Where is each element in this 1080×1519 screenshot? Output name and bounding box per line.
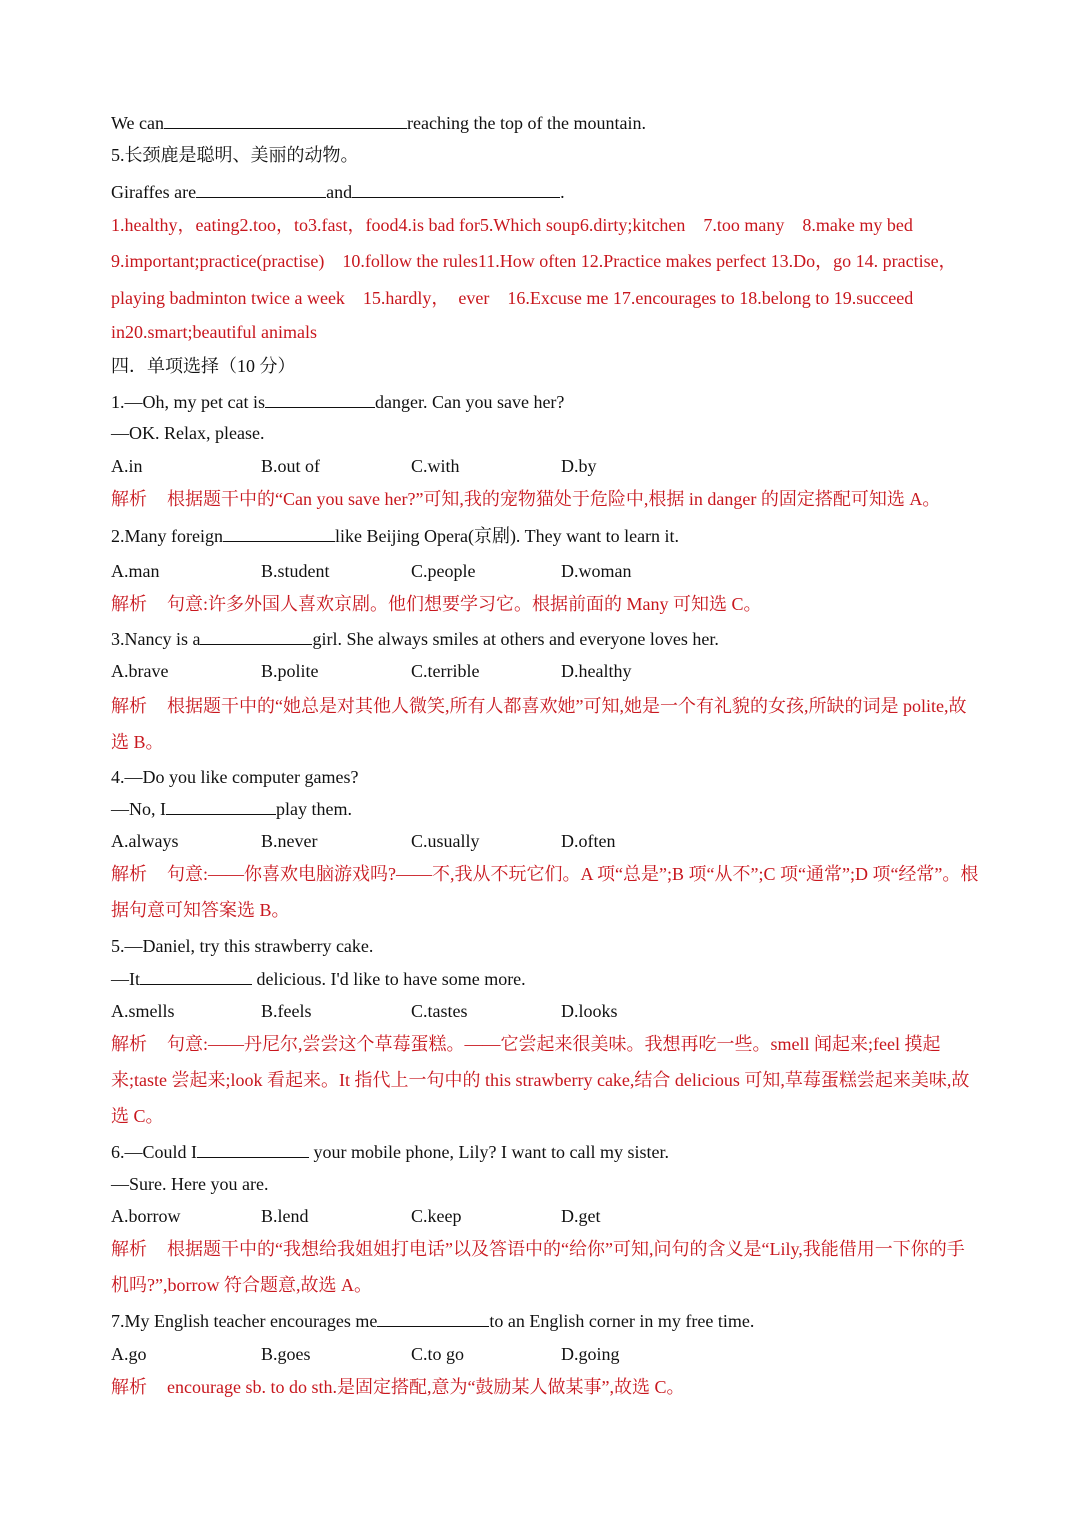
explanation [111, 688, 981, 760]
explanation-text: 句意:——你喜欢电脑游戏吗?——不,我从不玩它们。A 项“总是”;B 项“从不”;C 项“通常”;D 项“经常”。根据句意可知答案选 B。 [111, 864, 979, 920]
sentence-text: and [326, 182, 353, 202]
explanation [111, 1026, 981, 1134]
option: A.always [111, 831, 179, 851]
option: A.man [111, 561, 160, 581]
explanation-tag: 解析 [111, 1239, 147, 1259]
option: C.keep [411, 1206, 462, 1226]
explanation [111, 592, 762, 616]
option: C.tastes [411, 1001, 468, 1021]
explanation-text: 句意:——丹尼尔,尝尝这个草莓蛋糕。——它尝起来很美味。我想再吃一些。smell 闻起来;feel 摸起来;taste 尝起来;look 看起来。It 指代上一句中的 this strawberry cake,结合 delicious 可知,草莓蛋糕尝起来美味,故选 C。 [111, 1034, 970, 1126]
stem-text: —It [111, 969, 140, 989]
answer-blank [197, 1141, 309, 1158]
answer-key-line: in20.smart;beautiful animals [111, 322, 317, 342]
stem-text: 1.—Oh, my pet cat is [111, 392, 265, 412]
explanation-text: encourage sb. to do sth.是固定搭配,意为“鼓励某人做某事”,故选 C。 [167, 1377, 685, 1397]
stem-text: delicious. I'd like to have some more. [252, 969, 526, 989]
stem-text: girl. She always smiles at others and everyone loves her. [312, 629, 719, 649]
question-stem: 5.—Daniel, try this strawberry cake. [111, 936, 374, 956]
stem-text: your mobile phone, Lily? I want to call my sister. [309, 1142, 669, 1162]
option: A.brave [111, 661, 169, 681]
section-heading: 四．单项选择（10 分） [111, 356, 296, 376]
explanation [111, 487, 940, 511]
explanation-tag: 解析 [111, 864, 147, 884]
question-reply [111, 967, 526, 991]
option-row [111, 999, 711, 1023]
explanation-tag: 解析 [111, 594, 147, 614]
explanation-tag: 解析 [111, 1034, 147, 1054]
option: C.to go [411, 1344, 465, 1364]
option: B.polite [261, 661, 319, 681]
option-row [111, 1204, 711, 1228]
sentence-line [111, 180, 565, 204]
stem-text: 3.Nancy is a [111, 629, 201, 649]
stem-text: like Beijing Opera(京剧). They want to learn it. [334, 526, 680, 546]
explanation [111, 856, 991, 928]
option-row [111, 659, 711, 683]
option: A.borrow [111, 1206, 181, 1226]
option: C.with [411, 456, 460, 476]
answer-blank [166, 798, 276, 815]
explanation [111, 1231, 981, 1303]
answer-key-line: 9.important;practice(practise) 10.follow the rules11.How often 12.Practice makes perfect 13.Do，go 14. practise， [111, 251, 957, 271]
option: B.out of [261, 456, 321, 476]
stem-text: to an English corner in my free time. [489, 1311, 755, 1331]
option-row [111, 1342, 711, 1366]
question-reply [111, 797, 352, 821]
question-cn: 5.长颈鹿是聪明、美丽的动物。 [111, 145, 359, 165]
option: D.going [561, 1344, 620, 1364]
answer-key-line: playing badminton twice a week 15.hardly， ever 16.Excuse me 17.encourages to 18.belong to 19.succeed [111, 288, 914, 308]
explanation-text: 句意:许多外国人喜欢京剧。他们想要学习它。根据前面的 Many 可知选 C。 [167, 594, 762, 614]
question-stem [111, 1140, 669, 1164]
sentence-line [111, 111, 646, 135]
option: A.smells [111, 1001, 175, 1021]
option: D.by [561, 456, 597, 476]
explanation-tag: 解析 [111, 696, 147, 716]
question-reply: —OK. Relax, please. [111, 423, 265, 443]
answer-blank [164, 112, 407, 129]
question-stem [111, 524, 679, 548]
option: D.often [561, 831, 616, 851]
question-reply: —Sure. Here you are. [111, 1174, 269, 1194]
question-stem [111, 390, 564, 414]
explanation-text: 根据题干中的“她总是对其他人微笑,所有人都喜欢她”可知,她是一个有礼貌的女孩,所缺的词是 polite,故选 B。 [111, 696, 967, 752]
question-stem: 4.—Do you like computer games? [111, 767, 359, 787]
answer-blank [377, 1310, 489, 1327]
option: B.goes [261, 1344, 311, 1364]
answer-key-line: 1.healthy，eating2.too，to3.fast，food4.is bad for5.Which soup6.dirty;kitchen 7.too many 8.make my bed [111, 215, 913, 235]
option: D.healthy [561, 661, 632, 681]
option: A.in [111, 456, 143, 476]
option: D.looks [561, 1001, 618, 1021]
stem-text: —No, I [111, 799, 166, 819]
option: B.student [261, 561, 330, 581]
sentence-text: reaching the top of the mountain. [407, 113, 646, 133]
answer-blank [352, 181, 560, 198]
explanation-text: 根据题干中的“Can you save her?”可知,我的宠物猫处于危险中,根据 in danger 的固定搭配可知选 A。 [167, 489, 941, 509]
answer-blank [196, 181, 326, 198]
sentence-text: Giraffes are [111, 182, 197, 202]
explanation-tag: 解析 [111, 1377, 147, 1397]
explanation-text: 根据题干中的“我想给我姐姐打电话”以及答语中的“给你”可知,问句的含义是“Lily,我能借用一下你的手机吗?”,borrow 符合题意,故选 A。 [111, 1239, 965, 1295]
option: C.terrible [411, 661, 480, 681]
answer-blank [223, 525, 335, 542]
option: B.never [261, 831, 318, 851]
option: C.people [411, 561, 476, 581]
stem-text: 7.My English teacher encourages me [111, 1311, 378, 1331]
stem-text: 2.Many foreign [111, 526, 223, 546]
option: D.get [561, 1206, 601, 1226]
option: B.feels [261, 1001, 312, 1021]
explanation [111, 1375, 684, 1399]
question-stem [111, 627, 719, 651]
question-stem [111, 1309, 754, 1333]
option: D.woman [561, 561, 632, 581]
option: C.usually [411, 831, 480, 851]
sentence-text: We can [111, 113, 165, 133]
option: A.go [111, 1344, 147, 1364]
option: B.lend [261, 1206, 309, 1226]
explanation-tag: 解析 [111, 489, 147, 509]
answer-blank [140, 968, 252, 985]
sentence-text: . [560, 182, 565, 202]
answer-blank [200, 628, 312, 645]
stem-text: 6.—Could I [111, 1142, 198, 1162]
option-row [111, 829, 711, 853]
option-row [111, 559, 711, 583]
stem-text: play them. [276, 799, 352, 819]
answer-blank [265, 391, 375, 408]
option-row [111, 454, 711, 478]
stem-text: danger. Can you save her? [374, 392, 565, 412]
